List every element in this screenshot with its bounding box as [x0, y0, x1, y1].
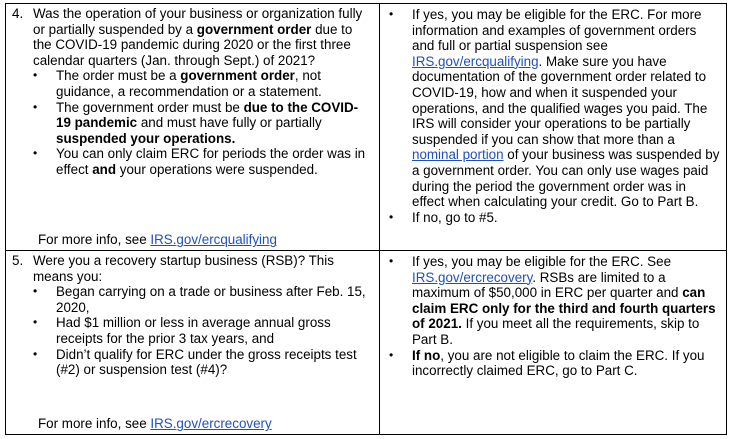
no-answer: • If no, you are not eligible to claim the ERC. If you incorrectly claimed ERC, go to Part C. — [386, 348, 720, 379]
bullet-item: • The government order must be due to the COVID-19 pandemic and must have fully or partially suspended your operations. — [33, 99, 359, 146]
more-info-line: For more info, see IRS.gov/ercrecovery — [38, 416, 272, 432]
yes-answer: • If yes, you may be eligible for the ERC. See IRS.gov/ercrecovery. RSBs are limited to a maximum of $50,000 in ERC per quarter and can claim ERC only for the third and fourth quarters of 2021. If you meet all the requirements, skip to Part B. — [386, 254, 720, 348]
irs-ercrecovery-link[interactable]: IRS.gov/ercrecovery — [412, 269, 533, 285]
question-number: 5. — [12, 253, 24, 268]
irs-ercrecovery-link[interactable]: IRS.gov/ercrecovery — [150, 416, 272, 432]
bullet-icon: • — [33, 146, 38, 161]
question-5-cell — [6, 251, 380, 435]
bullet-icon: • — [389, 347, 394, 362]
nominal-portion-link[interactable]: nominal portion — [412, 147, 504, 163]
bullet-icon: • — [33, 315, 38, 330]
bullet-icon: • — [389, 209, 394, 224]
bullet-icon: • — [33, 346, 38, 361]
answer-4-cell — [380, 4, 727, 251]
row-question-5 — [6, 251, 727, 435]
answer-5-cell — [380, 251, 727, 435]
more-info-line: For more info, see IRS.gov/ercqualifying — [38, 232, 277, 248]
bullet-item: • Didn’t qualify for ERC under the gross receipts test (#2) or suspension test (#4)? — [33, 346, 357, 378]
bullet-item: • Began carrying on a trade or business after Feb. 15, 2020, — [33, 284, 366, 315]
question-5 — [6, 251, 379, 284]
bullet-icon: • — [33, 68, 38, 83]
question-number: 4. — [12, 6, 24, 21]
question-text: Were you a recovery startup business (RSB)? This means you: — [33, 253, 334, 284]
row-question-4 — [6, 4, 727, 251]
question-text: Was the operation of your business or organization fully or partially suspended by a government order due to the COVID-19 pandemic during 2020 or the first three calendar quarters (Jan. through Sept.) of 2021? — [33, 6, 363, 68]
bullet-item: • Had $1 million or less in average annual gross receipts for the prior 3 tax years, and — [33, 315, 331, 346]
irs-ercqualifying-link[interactable]: IRS.gov/ercqualifying — [412, 53, 539, 69]
yes-answer: • If yes, you may be eligible for the ERC. For more information and examples of government orders and full or partial suspension see IRS.gov/ercqualifying. Make sure you have documentation of the government order related to COVID-19, how and when it suspended your operations, and the qualified wages you paid. The IRS will consider your operations to be partially suspended if you can show that more than a nominal portion of your business was suspended by a government order. You can only use wages paid during the period the government order was in effect when calculating your credit. Go to Part B. — [386, 7, 720, 210]
bullet-icon: • — [33, 99, 38, 114]
bullet-icon: • — [389, 254, 394, 268]
bullet-item: • The order must be a government order, not guidance, a recommendation or a statement. — [33, 68, 322, 99]
no-answer: • If no, go to #5. — [386, 210, 720, 226]
question-4-cell — [6, 4, 380, 251]
question-4 — [6, 4, 379, 68]
irs-ercqualifying-link[interactable]: IRS.gov/ercqualifying — [150, 232, 277, 248]
bullet-item: • You can only claim ERC for periods the order was in effect and your operations were suspended. — [33, 146, 366, 177]
bullet-icon: • — [33, 284, 38, 299]
erc-questionnaire-table — [5, 3, 727, 435]
bullet-icon: • — [389, 7, 394, 21]
